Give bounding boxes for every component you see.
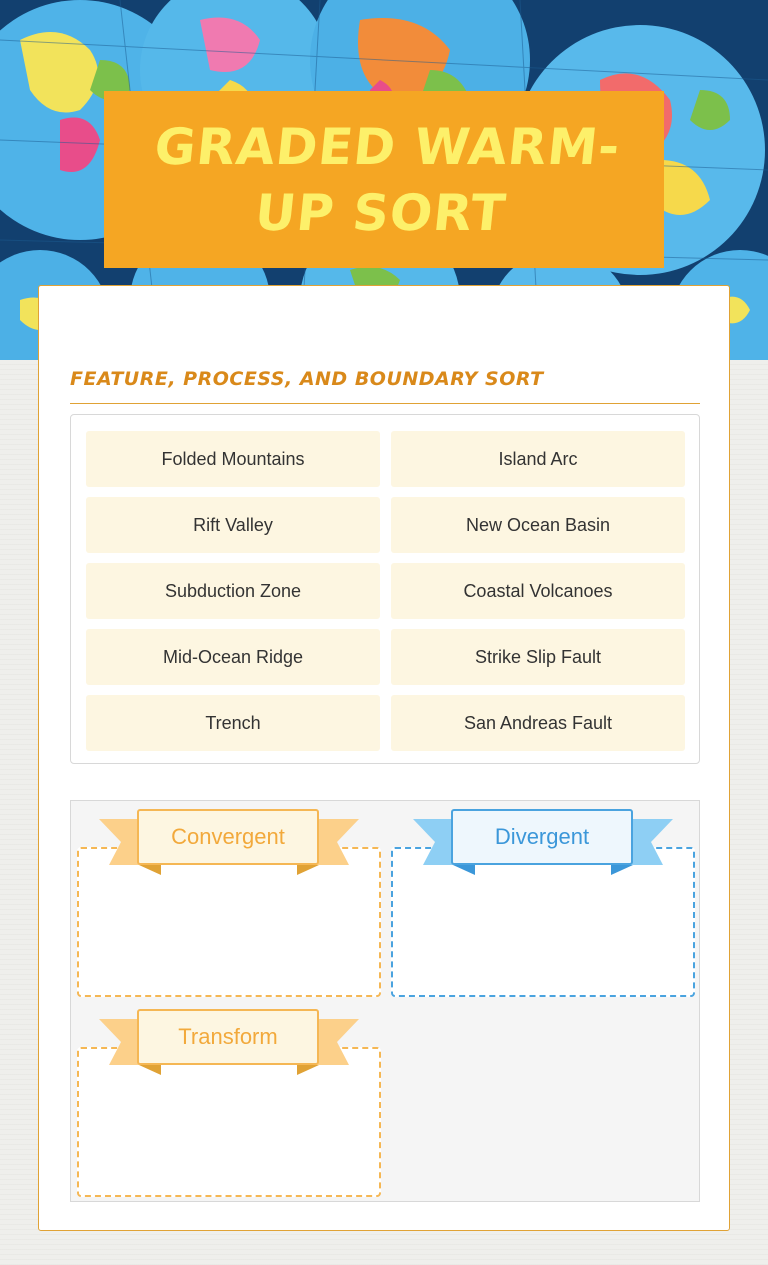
sort-item[interactable]: Mid-Ocean Ridge bbox=[86, 629, 380, 685]
page-title: GRADED WARM-UP SORT bbox=[151, 117, 624, 242]
bin-divergent bbox=[385, 801, 689, 951]
sort-item[interactable]: New Ocean Basin bbox=[391, 497, 685, 553]
worksheet-card bbox=[38, 285, 730, 1231]
bin-label-transform: Transform bbox=[137, 1009, 319, 1065]
section-heading: FEATURE, PROCESS, AND BOUNDARY SORT bbox=[70, 366, 700, 404]
bin-label-divergent: Divergent bbox=[451, 809, 633, 865]
sort-item[interactable]: Rift Valley bbox=[86, 497, 380, 553]
sort-item[interactable]: Strike Slip Fault bbox=[391, 629, 685, 685]
sort-item[interactable]: Folded Mountains bbox=[86, 431, 380, 487]
bin-convergent bbox=[71, 801, 375, 951]
sort-item[interactable]: Coastal Volcanoes bbox=[391, 563, 685, 619]
sort-item[interactable]: San Andreas Fault bbox=[391, 695, 685, 751]
sort-items-panel bbox=[70, 414, 700, 764]
sort-item[interactable]: Trench bbox=[86, 695, 380, 751]
bin-transform bbox=[71, 1001, 375, 1151]
category-bins-panel bbox=[70, 800, 700, 1202]
sort-item[interactable]: Subduction Zone bbox=[86, 563, 380, 619]
bin-label-convergent: Convergent bbox=[137, 809, 319, 865]
sort-item[interactable]: Island Arc bbox=[391, 431, 685, 487]
title-box bbox=[104, 91, 664, 268]
